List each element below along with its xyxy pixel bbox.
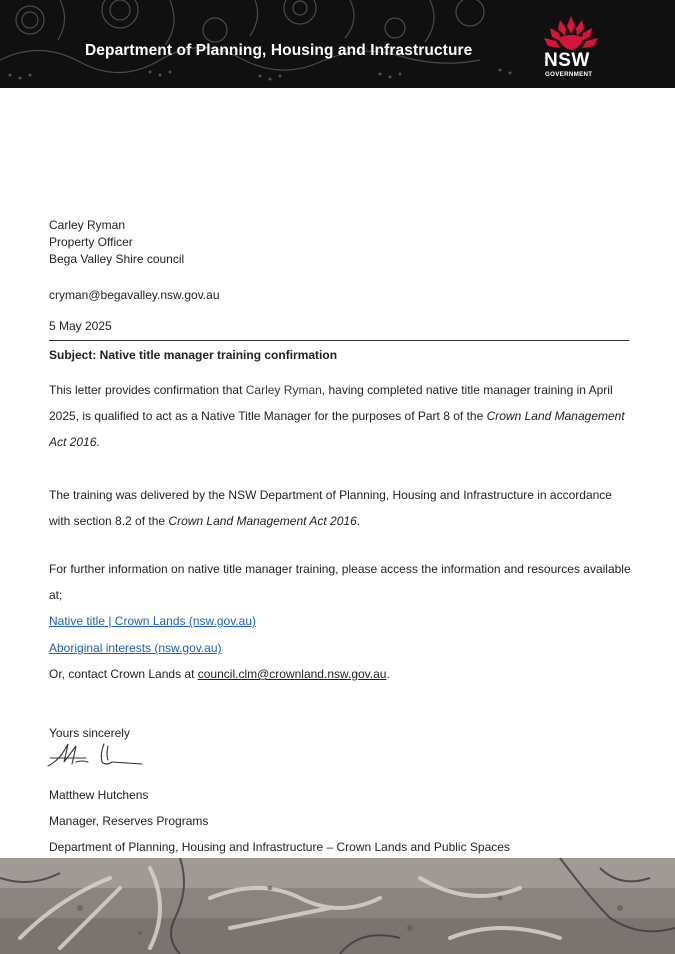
p1-text-c: . [96,435,100,449]
signer-name: Matthew Hutchens [49,788,149,802]
p2-text-a: The training was delivered by the NSW Department of Planning, Housing and Infrastructure in accordance with section 8.2 of the [49,488,612,528]
government-wordmark: GOVERNMENT [545,71,593,78]
header-banner [0,0,675,88]
recipient-email: cryman@begavalley.nsw.gov.au [49,288,220,302]
recipient-address [49,217,184,268]
native-title-link[interactable]: Native title | Crown Lands (nsw.gov.au) [49,614,256,628]
act-title-2: Crown Land Management Act 2016 [168,514,357,528]
letter-date: 5 May 2025 [49,319,112,333]
contact-text: Or, contact Crown Lands at [49,667,198,681]
p2-text-c: . [356,514,361,528]
contact-email-link[interactable]: council.clm@crownland.nsw.gov.au [197,667,387,681]
contact-line [49,666,390,683]
letter-subject: Subject: Native title manager training confirmation [49,348,338,362]
p1-text-a: This letter provides confirmation that [49,383,246,397]
recipient-title: Property Officer [49,235,133,249]
recipient-name: Carley Ryman [49,218,126,232]
link-aboriginal-wrap [49,640,222,657]
paragraph-training [49,482,634,534]
link-native-title-wrap [49,613,256,630]
p1-text-b: , having completed native title manager training in April 2025, is qualified to act as a Native Title Manager for the purposes of Part 8 of the [49,383,613,423]
salutation: Yours sincerely [49,726,130,740]
contact-text-end: . [386,667,390,681]
nsw-wordmark: NSW [544,50,590,71]
signer-organisation: Department of Planning, Housing and Infrastructure – Crown Lands and Public Spaces [49,840,510,854]
act-title: Crown Land Management Act 2016 [49,409,625,449]
paragraph-confirmation [49,377,634,455]
signer-title: Manager, Reserves Programs [49,814,209,828]
rock-engraving-image [0,858,675,954]
handwritten-signature [46,740,146,772]
aboriginal-interests-link[interactable]: Aboriginal interests (nsw.gov.au) [49,641,222,655]
department-title: Department of Planning, Housing and Infrastructure [85,42,473,59]
trainee-name: Carley Ryman [245,383,322,397]
recipient-organisation: Bega Valley Shire council [49,252,185,266]
paragraph-further-info: For further information on native title manager training, please access the information and resources available at; [49,562,631,602]
subject-divider [49,340,629,341]
